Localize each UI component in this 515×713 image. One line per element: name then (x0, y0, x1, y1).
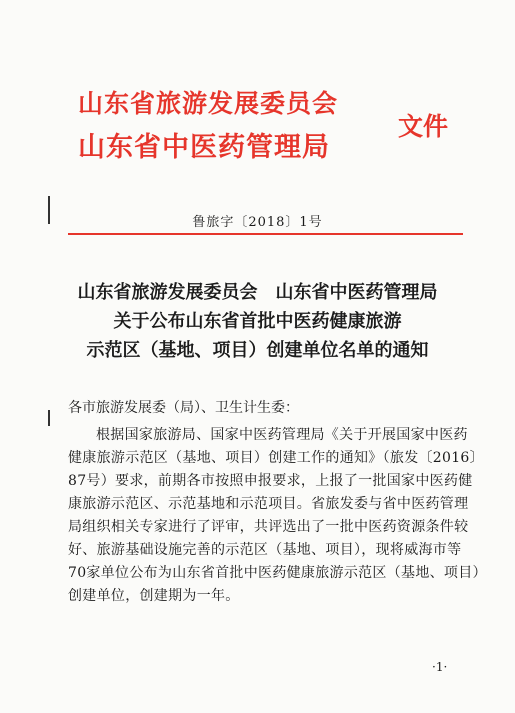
notice-title (0, 278, 515, 365)
body-line: 康旅游示范区、示范基地和示范项目。省旅发委与省中医药管理 (68, 496, 469, 512)
title-line-3: 示范区（基地、项目）创建单位名单的通知 (86, 340, 429, 361)
body-line: 87号）要求，前期各市按照申报要求，上报了一批国家中医药健 (68, 473, 473, 489)
page-number: ·1· (432, 660, 448, 674)
body-line: 好、旅游基础设施完善的示范区（基地、项目），现将威海市等 (68, 542, 462, 558)
issuing-agencies (78, 86, 398, 166)
body-line: 根据国家旅游局、国家中医药管理局《关于开展国家中医药 (96, 427, 468, 443)
agency-tourism-committee: 山东省旅游发展委员会 (78, 89, 339, 118)
margin-binding-mark (48, 410, 50, 426)
salutation: 各市旅游发展委（局）、卫生计生委： (68, 400, 299, 416)
body-line: 创建单位，创建期为一年。 (68, 588, 240, 604)
body-line: 70家单位公布为山东省首批中医药健康旅游示范区（基地、项目） (68, 565, 487, 581)
title-line-1: 山东省旅游发展委员会 山东省中医药管理局 (77, 282, 438, 303)
body-line: 局组织相关专家进行了评审，共评选出了一批中医药资源条件较 (68, 519, 469, 535)
title-line-2: 关于公布山东省首批中医药健康旅游 (113, 311, 402, 332)
agency-tcm-bureau: 山东省中医药管理局 (78, 132, 330, 163)
document-number: 鲁旅字〔2018〕1号 (192, 215, 323, 230)
body-line: 健康旅游示范区（基地、项目）创建工作的通知》（旅发〔2016〕 (68, 450, 484, 466)
red-divider-line (68, 233, 463, 235)
body-paragraph (68, 424, 487, 608)
document-type-label: 文件 (398, 112, 449, 141)
